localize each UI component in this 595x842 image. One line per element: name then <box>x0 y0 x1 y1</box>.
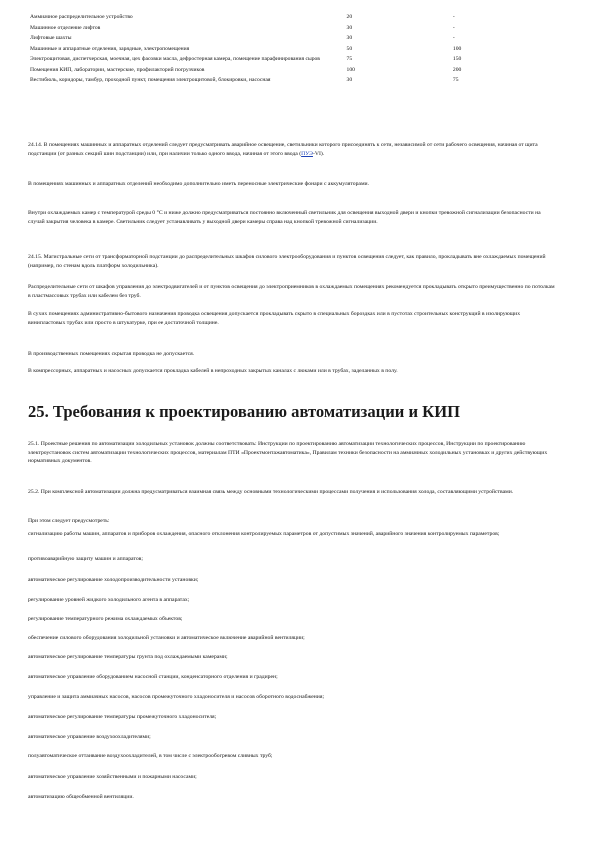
value-cell: 200 <box>452 66 462 73</box>
illumination-norms-table <box>28 14 533 88</box>
paragraph-24-14 <box>28 141 556 158</box>
table-row <box>28 46 533 57</box>
table-row <box>28 77 533 88</box>
list-item: автоматическое регулирование температуры грунта под охлаждаемыми камерами; <box>28 654 228 660</box>
value-cell: - <box>452 35 455 41</box>
value-cell: 75 <box>346 56 353 62</box>
list-item: обеспечение силового оборудования холодильной установки и автоматическое включение аварийной вентиляции; <box>28 635 305 641</box>
list-item: автоматическое управление оборудованием насосной станции, конденсаторного отделения и градирен; <box>28 674 278 680</box>
room-name-cell: Помещения КИП, лаборатории, мастерские, профилакторий погрузчиков <box>30 66 205 73</box>
paragraph-24-15: 24.15. Магистральные сети от трансформаторной подстанции до распределительных шкафов силового электрооборудования и пунктов освещения следует, как правило, прокладывать вне охлаждаемых помещений (например, по стенам вдоль платформ холодильника). <box>28 254 546 269</box>
room-name-cell: Машинное отделение лифтов <box>30 24 101 31</box>
table-row <box>28 25 533 36</box>
value-cell: - <box>452 24 455 31</box>
value-cell: 20 <box>346 14 353 20</box>
list-item: полуавтоматическое оттаивание воздухоохладителей, в том числе с электрообогревом сливных труб; <box>28 753 273 759</box>
section-heading: 25. Требования к проектированию автоматизации и КИП <box>28 402 461 421</box>
paragraph-text: 24.14. В помещениях машинных и аппаратных отделений следует предусматривать аварийное освещение, светильники которого присоединять к сети, независимой от сети рабочего освещения, начиная от щита подстанции (от разных секций шин подстанции) или, при наличии только одного ввода, начиная от этого ввода ( <box>28 142 538 157</box>
paragraph-compressor-rooms: В компрессорных, аппаратных и насосных допускается прокладка кабелей в непроходных закрытых каналах с люками или в трубах, заделанных в полу. <box>28 368 398 374</box>
list-item: автоматическое управление воздухоохладителями; <box>28 734 151 740</box>
paragraph-distribution-networks: Распределительные сети от шкафов управления до электродвигателей и от пунктов освещения до электроприемников в охлаждаемых помещениях рекомендуется прокладывать открыто преимущественно по потолкам в пластмассовых трубах или кабелем без труб. <box>28 284 555 299</box>
value-cell: 100 <box>452 45 462 52</box>
value-cell: 30 <box>346 35 353 41</box>
list-item: регулирование уровней жидкого холодильного агента в аппаратах; <box>28 597 190 603</box>
paragraph-flashlights: В помещениях машинных и аппаратных отделений необходимо дополнительно иметь переносные электрические фонари с аккумуляторами. <box>28 181 370 187</box>
list-item: автоматизацию общеобменной вентиляции. <box>28 794 134 800</box>
list-item: регулирование температурного режима охлаждаемых объектов; <box>28 616 183 622</box>
value-cell: 150 <box>452 56 462 62</box>
value-cell: 100 <box>346 66 355 73</box>
room-name-cell: Вестибюль, коридоры, тамбур, проходной пункт, помещения электрощитовой, блокировки, насосная <box>30 77 271 83</box>
list-item: автоматическое регулирование холодопроизводительности установки; <box>28 577 199 583</box>
room-name-cell: Электрощитовая, диспетчерская, моечная, цех фасовки масла, дефростерная камера, помещение парафинирования сыров <box>30 56 320 62</box>
paragraph-production-rooms: В производственных помещениях скрытая проводка не допускается. <box>28 351 195 357</box>
paragraph-25-1: 25.1. Проектные решения по автоматизации холодильных установок должны соответствовать: Инструкции по проектированию автоматизации технологических процессов, Инструкции по проектированию электроустановок систем автоматизации технологических процессов, материалам ПТИ «Проектмонтажавтоматика», Правилам техники безопасности на аммиачных холодильных установках и других действующих нормативных документов. <box>28 441 548 465</box>
table-row <box>28 35 533 46</box>
paragraph-text: -VI). <box>312 150 325 157</box>
list-item: автоматическое регулирование температуры промежуточного хладоносителя; <box>28 714 217 720</box>
paragraph-25-2: 25.2. При комплексной автоматизации должна предусматриваться взаимная связь между основными технологическими процессами получения и использования холода, составляющими устройствами. <box>28 489 514 495</box>
table-row <box>28 14 533 25</box>
list-item: сигнализацию работы машин, аппаратов и приборов охлаждения, опасного отклонения контролируемых параметров от допустимых значений, аварийного значения контролируемых параметров; <box>28 531 500 537</box>
paragraph-dry-rooms: В сухих помещениях административно-бытового назначения проводка освещения допускается прокладывать скрыто в специальных бороздках или в пустотах строительных конструкций в изолирующих винипластовых трубах или просто в штукатурке, при ее достаточной толщине. <box>28 311 521 326</box>
pue-link[interactable]: ПУЭ <box>301 150 313 157</box>
value-cell: 30 <box>346 24 353 31</box>
table-row <box>28 67 533 78</box>
value-cell: 75 <box>452 77 459 83</box>
list-item: автоматическое управление хозяйственными и пожарными насосами; <box>28 774 197 780</box>
value-cell: - <box>452 14 455 20</box>
paragraph-provide: При этом следует предусмотреть: <box>28 518 110 524</box>
room-name-cell: Аммиачное распределительное устройство <box>30 14 133 20</box>
value-cell: 30 <box>346 77 353 83</box>
room-name-cell: Лифтовые шахты <box>30 35 72 41</box>
paragraph-cold-room-light: Внутри охлаждаемых камер с температурой среды 0 °С и ниже должно предусматриваться постоянно включенный светильник для освещения выходной двери и кнопки тревожной сигнализации безопасности на случай закрытия человека в камере. Светильник следует устанавливать у выходной двери камеры справа над кнопкой тревожной сигнализации. <box>28 210 541 225</box>
list-item: противоаварийную защиту машин и аппаратов; <box>28 556 143 562</box>
table-row <box>28 56 533 67</box>
list-item: управление и защита аммиачных насосов, насосов промежуточного хладоносителя и насосов оборотного водоснабжения; <box>28 694 325 700</box>
value-cell: 50 <box>346 45 353 52</box>
room-name-cell: Машинные и аппаратные отделения, зарядные, электропомещения <box>30 45 190 52</box>
